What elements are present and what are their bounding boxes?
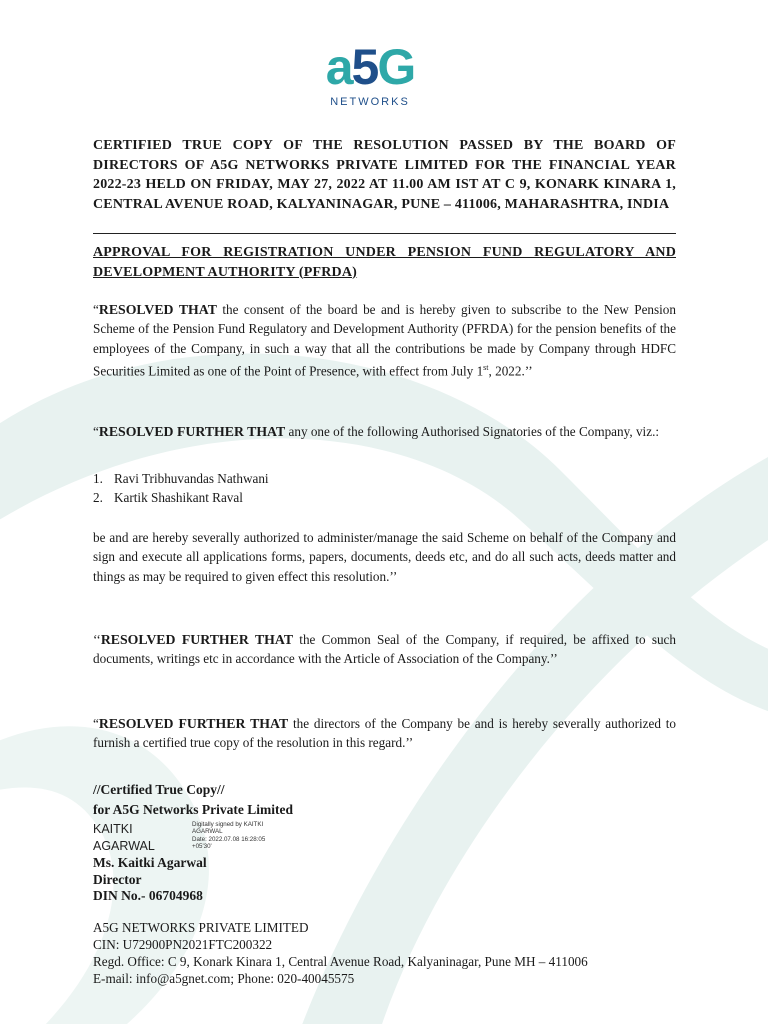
document-heading: CERTIFIED TRUE COPY OF THE RESOLUTION PASSED BY THE BOARD OF DIRECTORS OF A5G NETWORKS PRIVATE LIMITED FOR THE FINANCIAL YEAR 2022-23 HELD ON FRIDAY, MAY 27, 2022 AT 11.00 AM IST AT C 9, KONARK KINARA 1, CENTRAL AVENUE ROAD, KALYANINAGAR, PUNE – 411006, MAHARASHTRA, INDIA [93,138,676,212]
resolution-paragraph-4: “RESOLVED FURTHER THAT the directors of the Company be and is hereby severally authorized to furnish a certified true copy of the resolution in this regard.’’ [93,716,676,751]
footer-contact: E-mail: info@a5gnet.com; Phone: 020-40045575 [93,971,355,986]
footer-office-address: Regd. Office: C 9, Konark Kinara 1, Central Avenue Road, Kalyaninagar, Pune MH – 411006 [93,954,588,969]
authorised-signatories-list [93,469,676,508]
resolution-paragraph-2-continued: be and are hereby severally authorized to administer/manage the said Scheme on behalf of the Company and sign and execute all applications forms, papers, documents, deeds etc, and do all such acts, deeds matter and things as may be required to given effect this resolution.’’ [93,530,676,584]
resolution-subject: APPROVAL FOR REGISTRATION UNDER PENSION FUND REGULATORY AND DEVELOPMENT AUTHORITY (PFRDA) [93,245,676,280]
signatory-name: Ms. Kaitki Agarwal [93,855,207,870]
resolution-paragraph-2: “RESOLVED FURTHER THAT any one of the following Authorised Signatories of the Company, viz.: [93,424,660,439]
resolved-further-lead: RESOLVED FURTHER THAT [100,632,294,647]
resolution-paragraph-3: ‘‘RESOLVED FURTHER THAT the Common Seal of the Company, if required, be affixed to such documents, writings etc in accordance with the Article of Association of the Company.’’ [93,632,676,667]
certified-for-company: for A5G Networks Private Limited [93,802,293,817]
resolved-further-lead: RESOLVED FURTHER THAT [98,716,289,731]
signatory-din: DIN No.- 06704968 [93,888,203,903]
resolved-lead: RESOLVED THAT [98,302,217,317]
logo-subtitle: NETWORKS [330,96,410,108]
certification-block [93,780,676,820]
list-item: 2. Kartik Shashikant Raval [93,490,243,506]
logo-brand: a5G [325,39,415,95]
company-footer [93,919,693,987]
company-logo [307,38,433,112]
digital-signature [93,821,393,855]
signatory-designation: Director [93,871,142,887]
resolution-paragraph-1: “RESOLVED THAT the consent of the board be and is hereby given to subscribe to the New Pension Scheme of the Pension Fund Regulatory and Development Authority (PFRDA) for the pension benefits of the employees of the Company, in such a way that all the contributions be made by Company through HDFC Securities Limited as one of the Point of Presence, with effect from July 1st, 2022.’’ [93,302,676,379]
footer-company-name: A5G NETWORKS PRIVATE LIMITED [93,920,309,935]
certified-true-copy-label: //Certified True Copy// [93,782,225,797]
signature-name: KAITKI AGARWAL [93,822,155,853]
list-item: 1. Ravi Tribhuvandas Nathwani [93,471,269,486]
resolved-further-lead: RESOLVED FURTHER THAT [98,424,286,439]
footer-cin: CIN: U72900PN2021FTC200322 [93,937,273,952]
signature-details: Digitally signed by KAITKI AGARWAL Date: 2022.07.08 16:28:05 +05'30' [192,821,266,850]
signatory-block [93,855,676,905]
heading-divider [93,233,676,234]
